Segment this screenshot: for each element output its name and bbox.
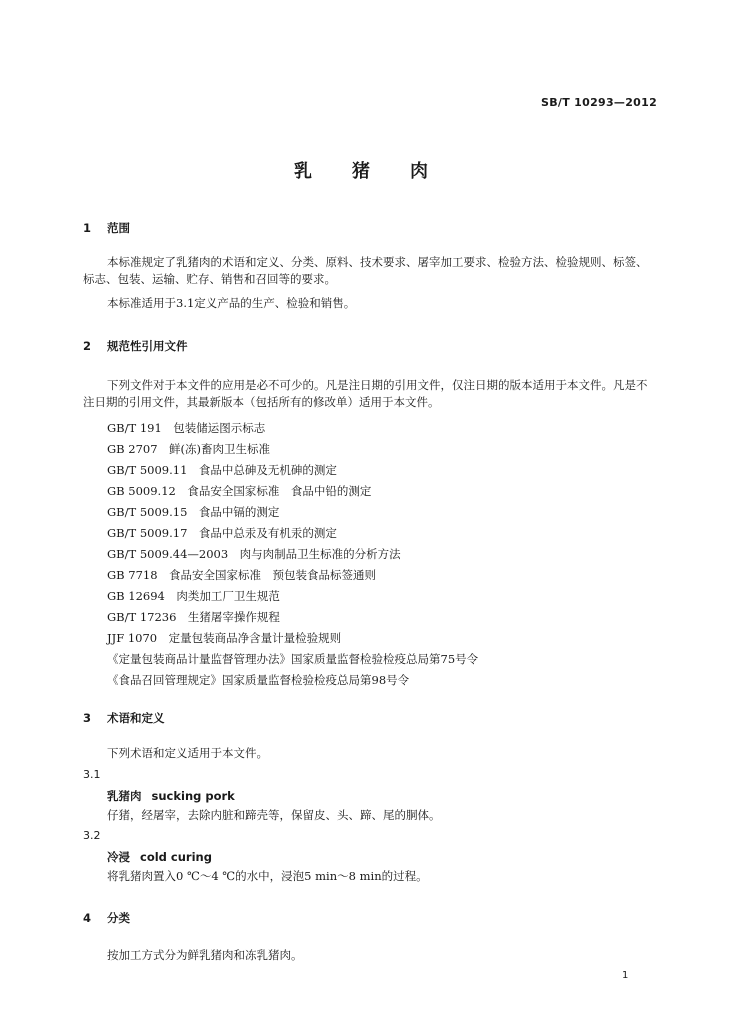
term-entry [107,849,212,865]
section-number: 4 [83,911,92,925]
reference-item: GB 12694 肉类加工厂卫生规范 [107,589,280,603]
reference-item: GB 2707 鲜(冻)畜肉卫生标准 [107,442,271,456]
term-entry [107,788,235,804]
term-en: cold curing [140,850,212,864]
section-number: 2 [83,339,92,353]
term-number: 3.2 [83,829,101,842]
section-2-heading [83,338,188,354]
section-title: 范围 [107,221,130,235]
reference-item: GB 5009.12 食品安全国家标准 食品中铅的测定 [107,484,372,498]
reference-item: GB/T 5009.44—2003 肉与肉制品卫生标准的分析方法 [107,547,401,561]
section-1-heading [83,220,130,236]
classification-paragraph: 按加工方式分为鲜乳猪肉和冻乳猪肉。 [107,948,303,962]
reference-item: GB/T 17236 生猪屠宰操作规程 [107,610,280,624]
terms-intro-paragraph: 下列术语和定义适用于本文件。 [107,746,268,760]
page-number: 1 [622,970,629,981]
section-title: 分类 [107,911,130,925]
document-title: 乳猪肉 [294,161,468,182]
reference-item: JJF 1070 定量包装商品净含量计量检验规则 [107,631,342,645]
reference-item: GB 7718 食品安全国家标准 预包装食品标签通则 [107,568,377,582]
term-zh: 冷浸 [107,850,130,864]
term-definition: 仔猪，经屠宰，去除内脏和蹄壳等，保留皮、头、蹄、尾的胴体。 [107,808,441,822]
term-zh: 乳猪肉 [107,789,142,803]
reference-item: GB/T 5009.15 食品中镉的测定 [107,505,280,519]
scope-paragraph-2: 本标准适用于3.1定义产品的生产、检验和销售。 [107,296,356,310]
reference-item: GB/T 5009.11 食品中总砷及无机砷的测定 [107,463,337,477]
term-en: sucking pork [151,789,235,803]
reference-item: 《定量包装商品计量监督管理办法》国家质量监督检验检疫总局第75号令 [107,652,479,666]
section-number: 1 [83,221,92,235]
standard-number: SB/T 10293—2012 [541,96,658,109]
term-number: 3.1 [83,768,101,781]
section-number: 3 [83,711,92,725]
scope-paragraph-1: 本标准规定了乳猪肉的术语和定义、分类、原料、技术要求、屠宰加工要求、检验方法、检验规则、标签、标志、包装、运输、贮存、销售和召回等的要求。 [83,255,648,286]
term-definition: 将乳猪肉置入0 ℃～4 ℃的水中，浸泡5 min～8 min的过程。 [107,869,428,883]
reference-item: GB/T 191 包装储运图示标志 [107,421,266,435]
normative-intro-paragraph: 下列文件对于本文件的应用是必不可少的。凡是注日期的引用文件，仅注日期的版本适用于本文件。凡是不注日期的引用文件，其最新版本（包括所有的修改单）适用于本文件。 [83,378,648,409]
reference-item: 《食品召回管理规定》国家质量监督检验检疫总局第98号令 [107,673,410,687]
section-title: 术语和定义 [107,711,165,725]
section-4-heading [83,910,130,926]
section-3-heading [83,710,165,726]
section-title: 规范性引用文件 [107,339,188,353]
reference-item: GB/T 5009.17 食品中总汞及有机汞的测定 [107,526,337,540]
